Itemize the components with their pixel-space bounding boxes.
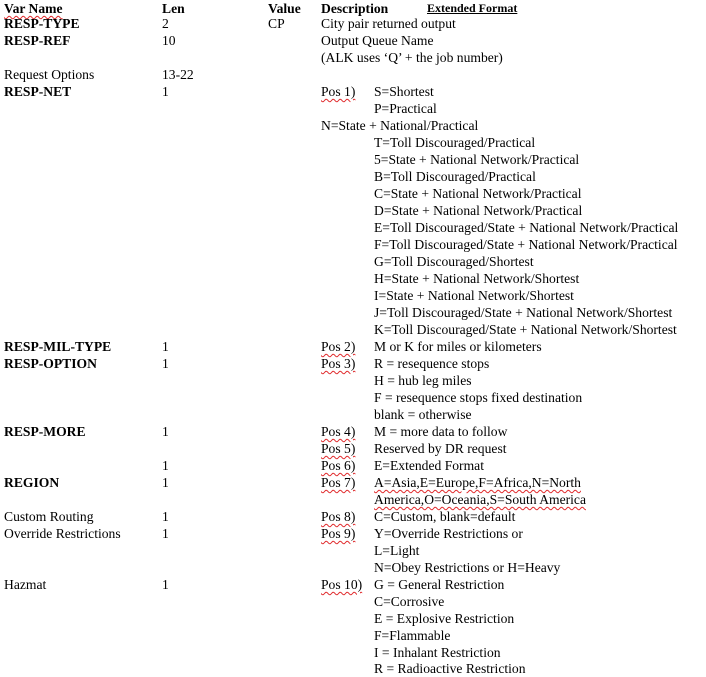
resp-mil-type-desc: M or K for miles or kilometers: [374, 339, 542, 354]
pos6-len: 1: [162, 458, 169, 473]
hazmat-pos: Pos 10): [321, 577, 363, 592]
override-pos: Pos 9): [321, 526, 356, 541]
header-var-name-text: Var Name: [4, 1, 63, 16]
override-name: Override Restrictions: [4, 526, 121, 541]
hazmat-item: G = General Restriction: [374, 577, 505, 592]
hazmat-item: C=Corrosive: [374, 594, 445, 609]
resp-option-item: R = resequence stops: [374, 356, 490, 371]
resp-mil-type-name: RESP-MIL-TYPE: [4, 339, 112, 354]
override-item: Y=Override Restrictions or: [374, 526, 523, 541]
resp-net-option: I=State + National Network/Shortest: [374, 288, 574, 303]
resp-mil-type-len: 1: [162, 339, 169, 354]
resp-type-value: CP: [268, 16, 285, 31]
region-pos: Pos 7): [321, 475, 356, 490]
resp-more-pos: Pos 4): [321, 424, 356, 439]
resp-net-pos: Pos 1): [321, 84, 356, 99]
resp-net-len: 1: [162, 84, 169, 99]
resp-option-len: 1: [162, 356, 169, 371]
request-options-len: 13-22: [162, 67, 194, 82]
header-description: Description: [321, 1, 389, 16]
resp-net-option: P=Practical: [374, 101, 437, 116]
resp-type-len: 2: [162, 16, 169, 31]
hazmat-item: E = Explosive Restriction: [374, 611, 515, 626]
resp-option-item: blank = otherwise: [374, 407, 472, 422]
resp-net-option: D=State + National Network/Practical: [374, 203, 583, 218]
pos6-desc: E=Extended Format: [374, 458, 484, 473]
resp-net-option: K=Toll Discouraged/State + National Network/Shortest: [374, 322, 677, 337]
region-desc-1: A=Asia,E=Europe,F=Africa,N=North: [374, 475, 581, 490]
resp-option-pos: Pos 3): [321, 356, 356, 371]
resp-net-option: N=State + National/Practical: [321, 118, 479, 133]
hazmat-item: R = Radioactive Restriction: [374, 661, 526, 676]
hazmat-name: Hazmat: [4, 577, 47, 592]
resp-ref-desc-2: (ALK uses ‘Q’ + the job number): [321, 50, 503, 65]
resp-net-name: RESP-NET: [4, 84, 72, 99]
resp-net-option: H=State + National Network/Shortest: [374, 271, 580, 286]
custom-routing-pos: Pos 8): [321, 509, 356, 524]
region-name: REGION: [4, 475, 60, 490]
resp-mil-type-pos: Pos 2): [321, 339, 356, 354]
pos5-pos: Pos 5): [321, 441, 356, 456]
resp-more-desc: M = more data to follow: [374, 424, 508, 439]
header-len: Len: [162, 1, 185, 16]
resp-ref-name: RESP-REF: [4, 33, 71, 48]
resp-net-option: J=Toll Discouraged/State + National Network/Shortest: [374, 305, 673, 320]
header-extended-format: Extended Format: [427, 1, 518, 15]
region-len: 1: [162, 475, 169, 490]
resp-ref-len: 10: [162, 33, 176, 48]
pos5-desc: Reserved by DR request: [374, 441, 507, 456]
resp-more-name: RESP-MORE: [4, 424, 86, 439]
resp-net-option: G=Toll Discouraged/Shortest: [374, 254, 534, 269]
header-value: Value: [268, 1, 301, 16]
hazmat-item: F=Flammable: [374, 628, 451, 643]
resp-option-item: H = hub leg miles: [374, 373, 472, 388]
override-item: N=Obey Restrictions or H=Heavy: [374, 560, 561, 575]
custom-routing-len: 1: [162, 509, 169, 524]
override-len: 1: [162, 526, 169, 541]
resp-ref-desc-1: Output Queue Name: [321, 33, 434, 48]
resp-net-option: C=State + National Network/Practical: [374, 186, 582, 201]
custom-routing-name: Custom Routing: [4, 509, 94, 524]
pos6-pos: Pos 6): [321, 458, 356, 473]
resp-net-option: 5=State + National Network/Practical: [374, 152, 580, 167]
resp-net-option: E=Toll Discouraged/State + National Network/Practical: [374, 220, 679, 235]
resp-type-desc: City pair returned output: [321, 16, 456, 31]
resp-type-name: RESP-TYPE: [4, 16, 80, 31]
resp-option-item: F = resequence stops fixed destination: [374, 390, 583, 405]
resp-net-option: F=Toll Discouraged/State + National Network/Practical: [374, 237, 678, 252]
hazmat-item: I = Inhalant Restriction: [374, 645, 501, 660]
resp-net-option: S=Shortest: [374, 84, 434, 99]
custom-routing-desc: C=Custom, blank=default: [374, 509, 516, 524]
resp-more-len: 1: [162, 424, 169, 439]
override-item: L=Light: [374, 543, 420, 558]
resp-net-option: B=Toll Discouraged/Practical: [374, 169, 536, 184]
hazmat-len: 1: [162, 577, 169, 592]
request-options-name: Request Options: [4, 67, 95, 82]
region-desc-2: America,O=Oceania,S=South America: [374, 492, 586, 507]
resp-option-name: RESP-OPTION: [4, 356, 97, 371]
resp-net-option: T=Toll Discouraged/Practical: [374, 135, 536, 150]
